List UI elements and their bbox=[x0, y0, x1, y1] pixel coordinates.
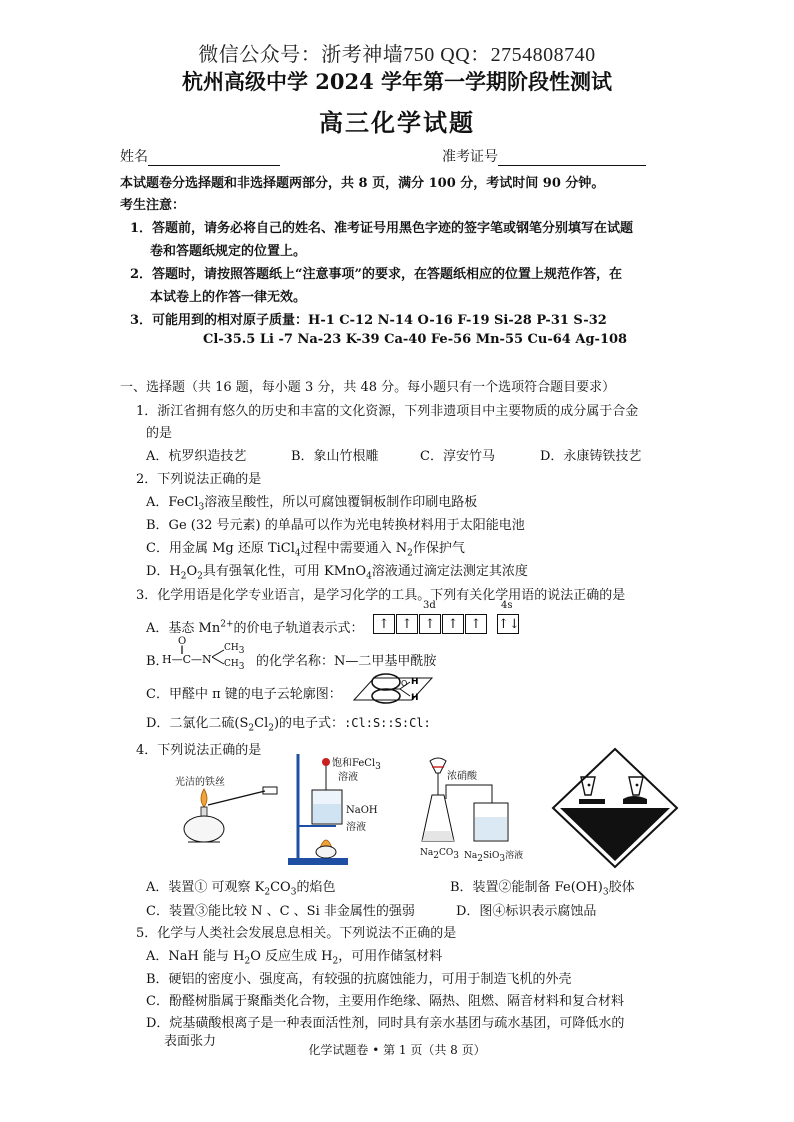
orbital-box-3d: ↑ bbox=[373, 614, 395, 634]
subscript: 2 bbox=[407, 548, 413, 559]
subscript: 2 bbox=[332, 956, 339, 967]
pi-h1-label: H bbox=[411, 677, 419, 687]
notice-heading: 考生注意： bbox=[120, 198, 186, 213]
q3-option-b: 的化学名称：N—二甲基甲酰胺 bbox=[256, 654, 437, 669]
note-3-cont: Cl-35.5 Li -7 Na-23 K-39 Ca-40 Fe-56 Mn-55 Cu-64 Ag-108 bbox=[203, 332, 628, 347]
note-3 bbox=[130, 309, 607, 328]
note-number: 2． bbox=[130, 267, 153, 282]
fig3-label-hno3: 浓硝酸 bbox=[447, 771, 477, 782]
orbital-box-4s: ↑↓ bbox=[497, 614, 519, 634]
text: CH bbox=[224, 659, 239, 669]
q5-stem: 5．化学与人类社会发展息息相关。下列说法不正确的是 bbox=[136, 926, 457, 941]
fig1-flame-test bbox=[170, 785, 280, 855]
text: A．FeCl bbox=[146, 495, 199, 510]
structure-o: O bbox=[178, 636, 187, 647]
subscript: 3 bbox=[198, 502, 205, 513]
q3-stem: 3．化学用语是化学专业语言，是学习化学的工具。下列有关化学用语的说法正确的是 bbox=[136, 588, 626, 603]
q5-option-d-cont: 表面张力 bbox=[164, 1034, 217, 1049]
text: O bbox=[186, 564, 198, 579]
text: Na bbox=[420, 848, 434, 858]
corrosive-hazard-icon bbox=[551, 747, 679, 869]
text: 饱和FeCl bbox=[332, 758, 376, 769]
q5-option-b: B．硬铝的密度小、强度高，有较强的抗腐蚀能力，可用于制造飞机的外壳 bbox=[146, 972, 572, 987]
text: A．NaH 能与 H bbox=[146, 949, 245, 964]
text: Na bbox=[464, 851, 478, 861]
text: ，可用作储氢材料 bbox=[338, 949, 443, 964]
electron-formula: :Cl:S::S:Cl: bbox=[344, 716, 431, 730]
subscript: 4 bbox=[294, 548, 301, 559]
text: 溶液通过滴定法测定其浓度 bbox=[371, 564, 528, 579]
pi-o-label: O bbox=[401, 679, 408, 688]
note-1-cont: 卷和答题纸规定的位置上。 bbox=[150, 244, 307, 259]
q3-option-b-label: B． bbox=[146, 654, 169, 669]
subscript: 2 bbox=[477, 853, 483, 864]
subscript: 2 bbox=[248, 723, 255, 734]
q4-option-a bbox=[146, 876, 335, 898]
note-text: 答题时，请按照答题纸上“注意事项”的要求，在答题纸相应的位置上规范作答，在 bbox=[152, 267, 623, 282]
q1-stem: 1．浙江省拥有悠久的历史和丰富的文化资源，下列非遗项目中主要物质的成分属于合金 bbox=[136, 404, 639, 419]
note-1 bbox=[130, 217, 633, 236]
fig3-apparatus bbox=[416, 755, 526, 847]
orbital-box-3d: ↑ bbox=[396, 614, 418, 634]
q2-stem: 2．下列说法正确的是 bbox=[136, 472, 262, 487]
q3-option-a bbox=[146, 617, 364, 636]
q1-option-a: A．杭罗织造技艺 bbox=[146, 449, 247, 464]
note-text: 答题前，请务必将自己的姓名、准考证号用黑色字迹的签字笔或钢笔分别填写在试题 bbox=[152, 221, 634, 236]
school-title: 杭州高级中学 2024 学年第一学期阶段性测试 bbox=[181, 69, 613, 94]
q5-option-a bbox=[146, 945, 442, 967]
pi-h2-label: H bbox=[411, 693, 419, 703]
text: SiO bbox=[482, 851, 500, 861]
orbital-3d-label: 3d bbox=[423, 600, 436, 611]
note-2-cont: 本试卷上的作答一律无效。 bbox=[150, 290, 307, 305]
text: 作保护气 bbox=[412, 541, 465, 556]
q5-option-d: D．烷基磺酸根离子是一种表面活性剂，同时具有亲水基团与疏水基团，可降低水的 bbox=[146, 1016, 625, 1031]
fig2-label-solution: 溶液 bbox=[338, 772, 358, 783]
page-title: 高三化学试题 bbox=[319, 108, 475, 137]
text: D．二氯化二硫(S bbox=[146, 716, 249, 731]
text: B．装置②能制备 Fe(OH) bbox=[450, 880, 603, 895]
superscript: 2+ bbox=[220, 619, 234, 630]
subscript: 3 bbox=[238, 661, 245, 672]
orbital-box-3d: ↑ bbox=[419, 614, 441, 634]
text: 过程中需要通入 N bbox=[300, 541, 408, 556]
fig3-label-na2co3 bbox=[420, 848, 459, 861]
structure-double-bond: ‖ bbox=[180, 645, 184, 654]
fig1-label: 光洁的铁丝 bbox=[175, 777, 225, 788]
q1-stem-cont: 的是 bbox=[146, 426, 173, 441]
subscript: 3 bbox=[238, 645, 245, 656]
text: A．基态 Mn bbox=[146, 621, 221, 636]
q4-option-c: C．装置③能比较 N 、C 、Si 非金属性的强弱 bbox=[146, 904, 415, 919]
orbital-box-3d: ↑ bbox=[442, 614, 464, 634]
q1-option-c: C．淳安竹马 bbox=[420, 449, 495, 464]
watermark: 微信公众号：浙考神墙750 QQ：2754808740 bbox=[198, 44, 596, 66]
name-label: 姓名 bbox=[120, 149, 148, 165]
subscript: 2 bbox=[180, 571, 187, 582]
text: 溶液 bbox=[505, 851, 524, 861]
fig3-label-na2sio3 bbox=[464, 848, 523, 864]
text: A．装置① 可观察 K bbox=[146, 880, 265, 895]
text: CO bbox=[438, 848, 454, 858]
fig2-apparatus bbox=[284, 752, 354, 870]
text: D．H bbox=[146, 564, 181, 579]
q5-option-c: C．酚醛树脂属于聚酯类化合物，主要用作绝缘、隔热、阻燃、隔音材料和复合材料 bbox=[146, 994, 624, 1009]
subscript: 2 bbox=[244, 956, 251, 967]
subscript: 3 bbox=[453, 850, 459, 861]
structure-ch3-b bbox=[224, 659, 244, 672]
q3-option-c: C．甲醛中 π 键的电子云轮廓图： bbox=[146, 687, 342, 702]
text: CO bbox=[270, 880, 291, 895]
exam-no-blank bbox=[498, 151, 646, 166]
name-field bbox=[120, 146, 280, 166]
subscript: 3 bbox=[375, 762, 381, 772]
q2-option-a bbox=[146, 491, 477, 513]
exam-no-label: 准考证号 bbox=[442, 149, 498, 165]
q2-option-c bbox=[146, 537, 465, 559]
note-2 bbox=[130, 263, 622, 282]
orbital-box-3d: ↑ bbox=[465, 614, 487, 634]
q1-option-b: B．象山竹根雕 bbox=[291, 449, 379, 464]
fig2-label-naoh: NaOH bbox=[346, 805, 378, 816]
structure-main: H—C—N bbox=[162, 653, 212, 666]
text: C．用金属 Mg 还原 TiCl bbox=[146, 541, 295, 556]
page-footer: 化学试题卷 • 第 1 页（共 8 页） bbox=[308, 1043, 486, 1057]
subscript: 3 bbox=[290, 887, 297, 898]
note-number: 1． bbox=[130, 221, 153, 236]
text: Cl bbox=[254, 716, 269, 731]
q4-option-b bbox=[450, 876, 635, 898]
section-heading: 一、选择题（共 16 题，每小题 3 分，共 48 分。每小题只有一个选项符合题目要求） bbox=[120, 380, 616, 395]
exam-no-field bbox=[442, 146, 646, 166]
pi-bond-diagram bbox=[352, 670, 434, 708]
structure-bonds bbox=[212, 647, 226, 667]
subscript: 2 bbox=[433, 850, 439, 861]
text: 的焰色 bbox=[296, 880, 336, 895]
note-text: 可能用到的相对原子质量：H-1 C-12 N-14 O-16 F-19 Si-28 P-31 S-32 bbox=[152, 313, 607, 328]
exam-summary: 本试题卷分选择题和非选择题两部分，共 8 页，满分 100 分，考试时间 90 分钟。 bbox=[120, 176, 605, 191]
text: )的电子式： bbox=[273, 716, 345, 731]
q4-option-d: D．图④标识表示腐蚀品 bbox=[456, 904, 597, 919]
fig2-label-naoh-solution: 溶液 bbox=[346, 822, 366, 833]
q2-option-b: B．Ge (32 号元素) 的单晶可以作为光电转换材料用于太阳能电池 bbox=[146, 518, 525, 533]
structure-ch3-a bbox=[224, 643, 244, 656]
subscript: 3 bbox=[602, 887, 609, 898]
q1-option-d: D．永康铸铁技艺 bbox=[540, 449, 642, 464]
subscript: 3 bbox=[499, 853, 506, 864]
text: 具有强氧化性，可用 KMnO bbox=[202, 564, 367, 579]
q4-stem: 4．下列说法正确的是 bbox=[136, 743, 262, 758]
text: 胶体 bbox=[608, 880, 635, 895]
note-number: 3． bbox=[130, 313, 153, 328]
text: CH bbox=[224, 643, 239, 653]
subscript: 4 bbox=[366, 571, 372, 582]
q2-option-d bbox=[146, 560, 528, 582]
text: O 反应生成 H bbox=[250, 949, 333, 964]
text: 的价电子轨道表示式： bbox=[233, 621, 364, 636]
subscript: 2 bbox=[268, 723, 274, 734]
subscript: 2 bbox=[264, 887, 271, 898]
subscript: 2 bbox=[197, 571, 203, 582]
orbital-4s-label: 4s bbox=[501, 600, 513, 611]
name-blank bbox=[148, 151, 280, 166]
q3-option-d bbox=[146, 712, 431, 734]
text: 溶液呈酸性，所以可腐蚀覆铜板制作印刷电路板 bbox=[204, 495, 478, 510]
